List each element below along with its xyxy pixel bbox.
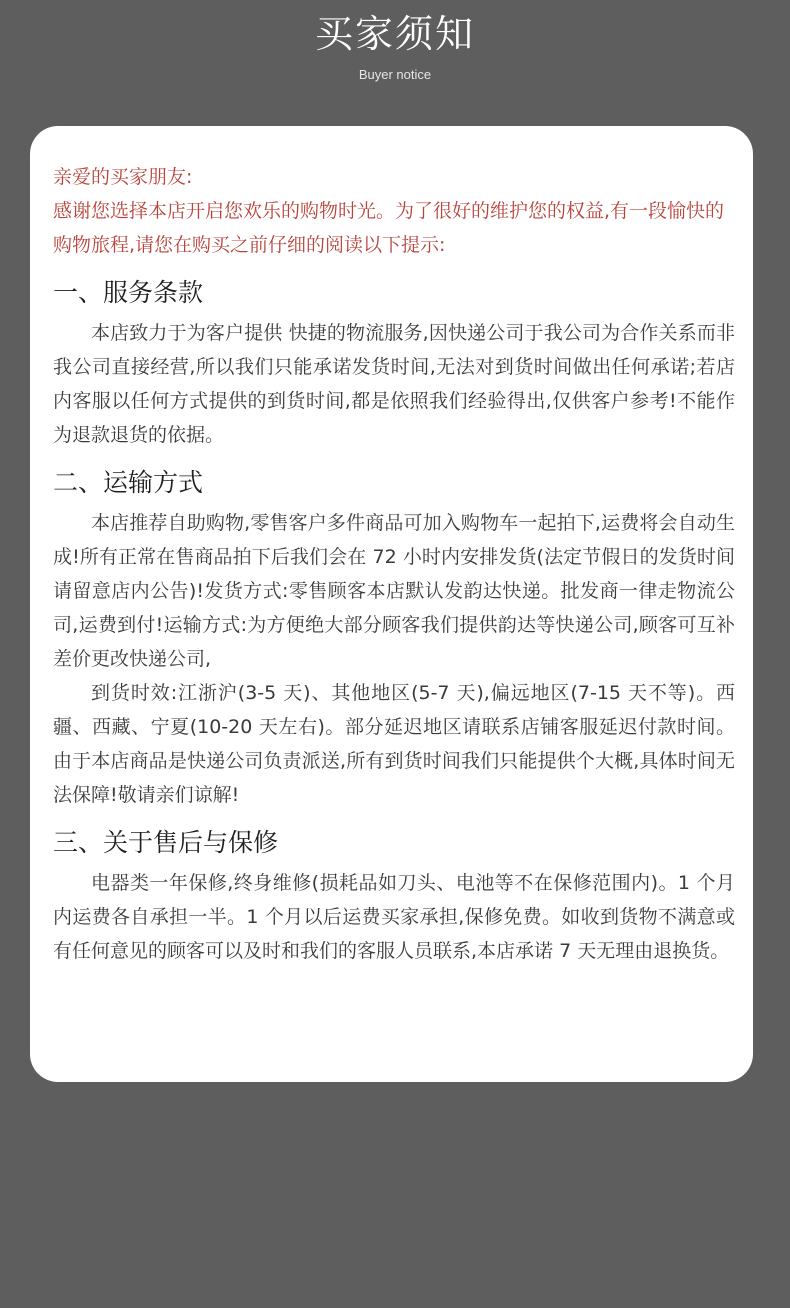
section-service-terms	[53, 276, 735, 452]
section-paragraph: 到货时效:江浙沪(3-5 天)、其他地区(5-7 天),偏远地区(7-15 天不等)。西疆、西藏、宁夏(10-20 天左右)。部分延迟地区请联系店铺客服延迟付款时间。由于本店商品是快递公司负责派送,所有到货时间我们只能提供个大概,具体时间无法保障!敬请亲们谅解!	[53, 682, 735, 806]
section-paragraph: 本店致力于为客户提供 快捷的物流服务,因快递公司于我公司为合作关系而非我公司直接经营,所以我们只能承诺发货时间,无法对到货时间做出任何承诺;若店内客服以任何方式提供的到货时间,都是依照我们经验得出,仅供客户参考!不能作为退款退货的依据。	[53, 322, 735, 446]
section-title: 一、服务条款	[53, 278, 204, 307]
intro-greeting: 亲爱的买家朋友:	[53, 166, 193, 188]
section-title: 二、运输方式	[53, 468, 204, 497]
intro-block	[53, 160, 735, 262]
section-after-sales	[53, 826, 735, 968]
page-subtitle: Buyer notice	[358, 67, 432, 82]
intro-message: 感谢您选择本店开启您欢乐的购物时光。为了很好的维护您的权益,有一段愉快的购物旅程,请您在购买之前仔细的阅读以下提示:	[53, 200, 725, 256]
section-paragraph: 电器类一年保修,终身维修(损耗品如刀头、电池等不在保修范围内)。1 个月内运费各自承担一半。1 个月以后运费买家承担,保修免费。如收到货物不满意或有任何意见的顾客可以及时和我们的客服人员联系,本店承诺 7 天无理由退换货。	[53, 872, 735, 962]
notice-card	[30, 126, 753, 1082]
page-title: 买家须知	[314, 12, 475, 56]
section-paragraph: 本店推荐自助购物,零售客户多件商品可加入购物车一起拍下,运费将会自动生成!所有正常在售商品拍下后我们会在 72 小时内安排发货(法定节假日的发货时间请留意店内公告)!发货方式:零售顾客本店默认发韵达快递。批发商一律走物流公司,运费到付!运输方式:为方便绝大部分顾客我们提供韵达等快递公司,顾客可互补差价更改快递公司,	[53, 512, 735, 670]
section-shipping	[53, 466, 735, 812]
section-title: 三、关于售后与保修	[53, 828, 279, 857]
